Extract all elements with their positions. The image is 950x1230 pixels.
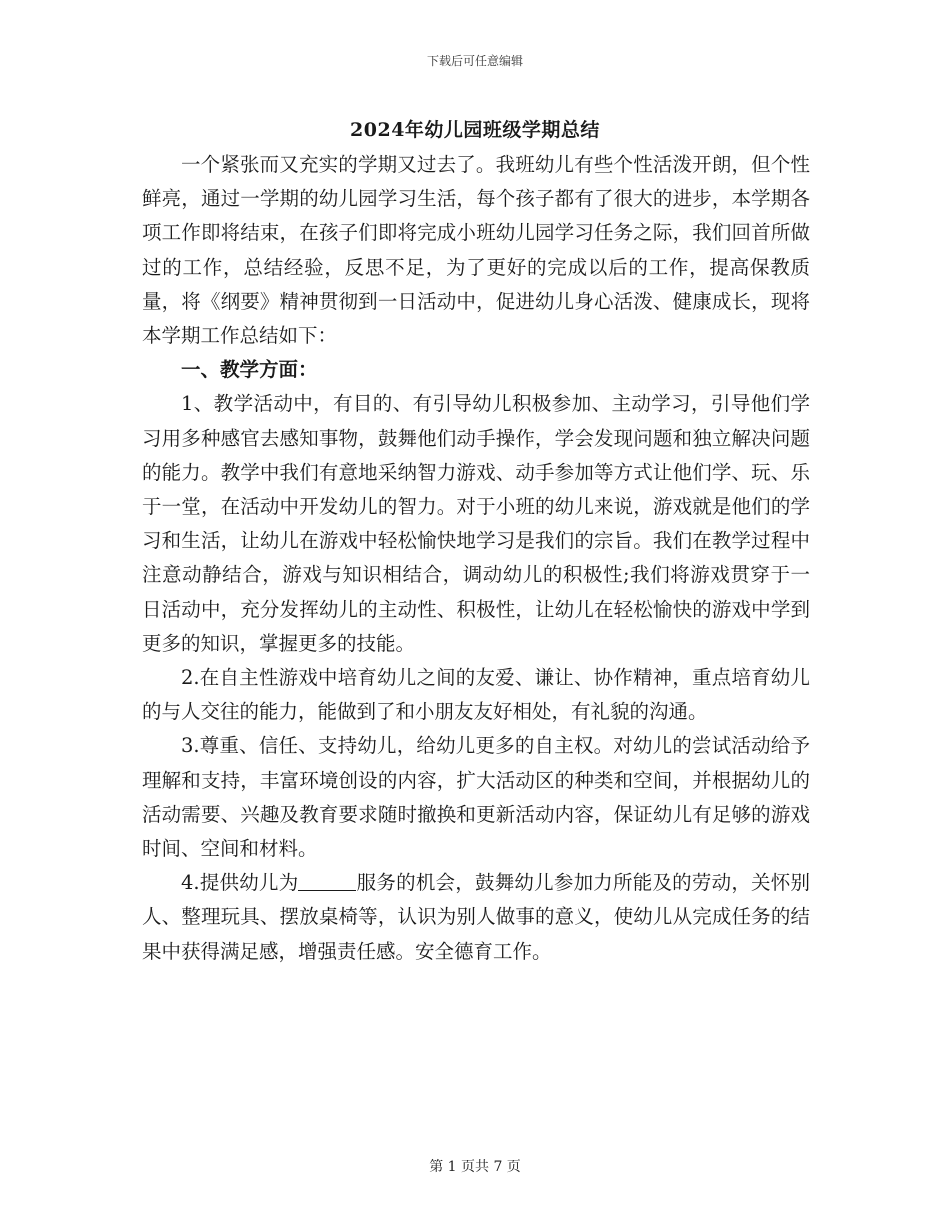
item-3-paragraph: 3.尊重、信任、支持幼儿，给幼儿更多的自主权。对幼儿的尝试活动给予理解和支持，丰富环境创设的内容，扩大活动区的种类和空间，并根据幼儿的活动需要、兴趣及教育要求随时撤换和更新活动内容，保证幼儿有足够的游戏时间、空间和材料。 [142,734,810,861]
fill-in-blank [298,870,356,891]
item-4-paragraph [142,866,810,969]
page-number-footer: 第 1 页共 7 页 [429,1159,521,1175]
item-2-paragraph: 2.在自主性游戏中培育幼儿之间的友爱、谦让、协作精神，重点培育幼儿的与人交往的能力，能做到了和小朋友友好相处，有礼貌的沟通。 [142,666,810,724]
item-4-text-end: 服务的机会，鼓舞幼儿参加力所能及的劳动，关怀别人、整理玩具、摆放桌椅等，认识为别人做事的意义，使幼儿从完成任务的结果中获得满足感，增强责任感。安全德育工作。 [142,871,810,963]
section-heading-teaching: 一、教学方面： [181,358,318,382]
item-1-paragraph: 1、教学活动中，有目的、有引导幼儿积极参加、主动学习，引导他们学习用多种感官去感知事物，鼓舞他们动手操作，学会发现问题和独立解决问题的能力。教学中我们有意地采纳智力游戏、动手参加等方式让他们学、玩、乐于一堂，在活动中开发幼儿的智力。对于小班的幼儿来说，游戏就是他们的学习和生活，让幼儿在游戏中轻松愉快地学习是我们的宗旨。我们在教学过程中注意动静结合，游戏与知识相结合，调动幼儿的积极性;我们将游戏贯穿于一日活动中，充分发挥幼儿的主动性、积极性，让幼儿在轻松愉快的游戏中学到更多的知识，掌握更多的技能。 [142,392,810,655]
document-title: 2024年幼儿园班级学期总结 [350,119,600,141]
document-body [142,148,810,969]
intro-paragraph: 一个紧张而又充实的学期又过去了。我班幼儿有些个性活泼开朗，但个性鲜亮，通过一学期的幼儿园学习生活，每个孩子都有了很大的进步，本学期各项工作即将结束，在孩子们即将完成小班幼儿园学习任务之际，我们回首所做过的工作，总结经验，反思不足，为了更好的完成以后的工作，提高保教质量，将《纲要》精神贯彻到一日活动中，促进幼儿身心活泼、健康成长，现将本学期工作总结如下： [142,153,810,348]
header-note: 下载后可任意编辑 [426,54,523,68]
item-4-text-start: 4.提供幼儿为 [181,871,299,895]
